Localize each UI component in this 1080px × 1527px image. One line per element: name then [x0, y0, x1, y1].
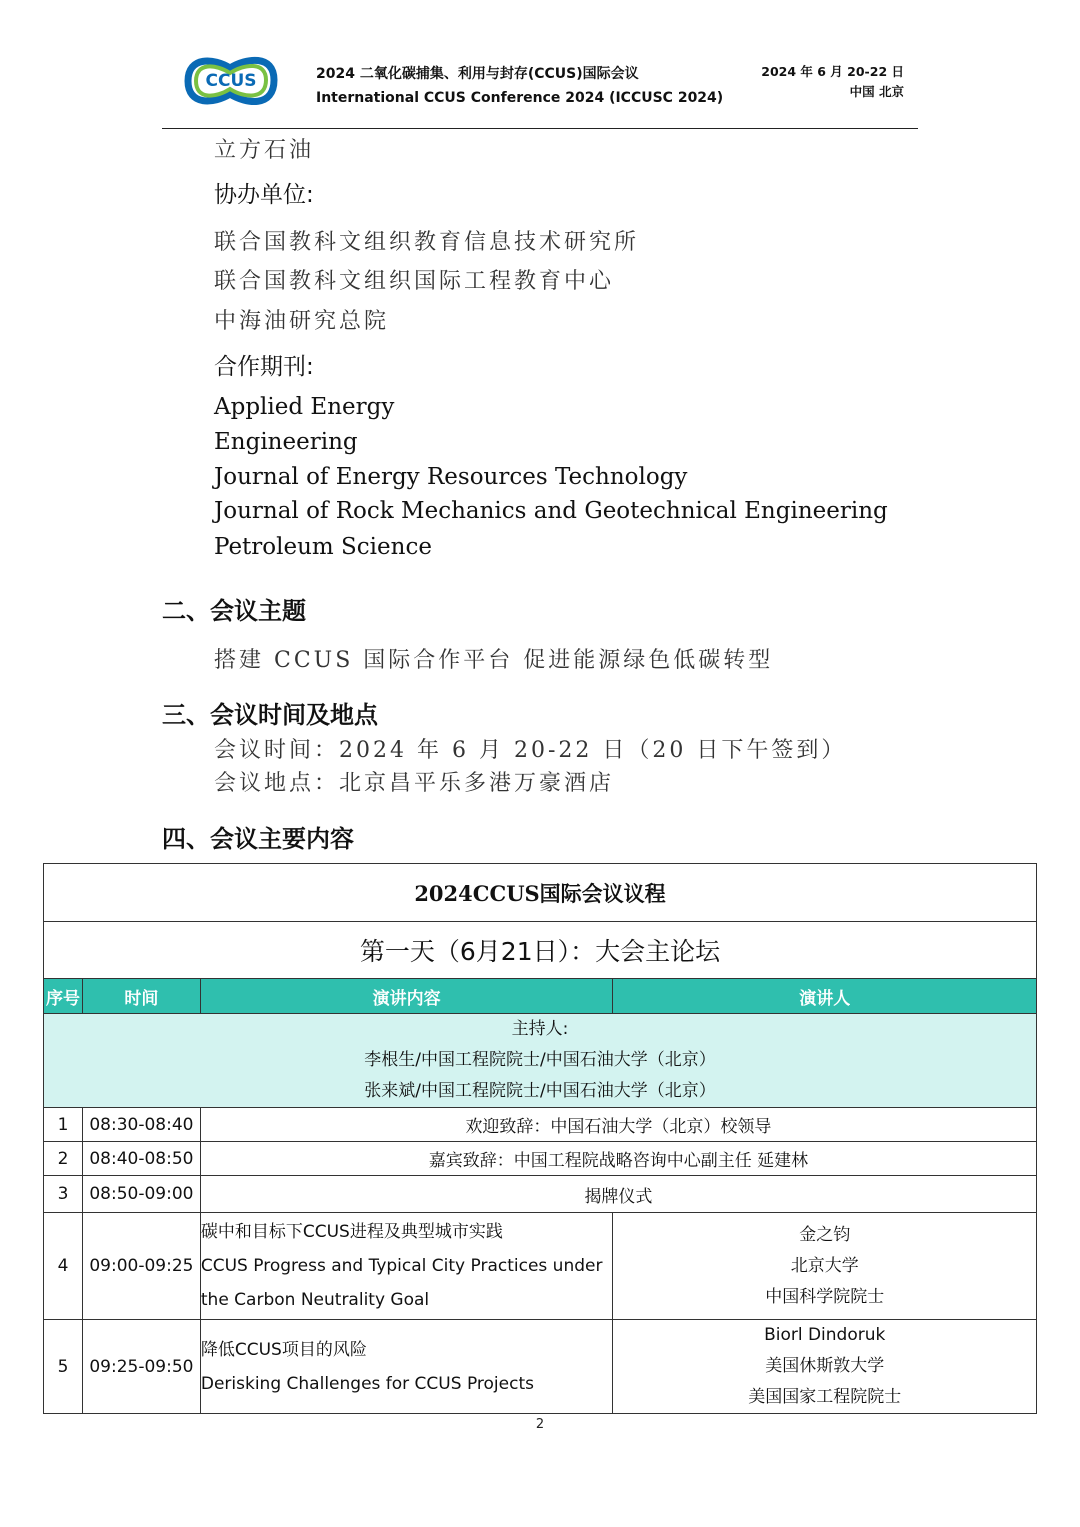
agenda-day-row: [44, 922, 1037, 979]
row-talk: [200, 1213, 613, 1320]
journal-item: Journal of Energy Resources Technology: [214, 464, 688, 490]
journal-item: Petroleum Science: [214, 534, 432, 560]
col-header-time: 时间: [82, 979, 200, 1014]
row-no: 4: [44, 1213, 83, 1320]
conference-title-cn: 2024 二氧化碳捕集、利用与封存(CCUS)国际会议: [316, 66, 639, 82]
agenda-header-row: [44, 979, 1037, 1014]
row-time: 08:30-08:40: [82, 1108, 200, 1142]
row-no: 5: [44, 1320, 83, 1414]
logo-text: CCUS: [205, 71, 257, 91]
agenda-day: 第一天（6月21日）：大会主论坛: [44, 922, 1037, 979]
journal-item: Journal of Rock Mechanics and Geotechnical Engineering: [214, 498, 888, 524]
co-organizer-item: 联合国教科文组织教育信息技术研究所: [214, 230, 640, 255]
table-row: [44, 1320, 1037, 1414]
table-row: [44, 1142, 1037, 1176]
page-header: [162, 40, 918, 129]
journals-heading: 合作期刊:: [214, 354, 314, 380]
talk-title-en: Derisking Challenges for CCUS Projects: [200, 1373, 534, 1394]
row-no: 3: [44, 1176, 83, 1213]
journal-item: Engineering: [214, 429, 358, 455]
row-time: 09:25-09:50: [82, 1320, 200, 1414]
row-no: 2: [44, 1142, 83, 1176]
conference-place: 中国 北京: [849, 84, 904, 99]
speaker-affiliation: 美国休斯敦大学: [765, 1356, 885, 1376]
section-content-heading: 四、会议主要内容: [162, 825, 354, 853]
row-speaker: [613, 1320, 1037, 1414]
journal-item: Applied Energy: [214, 394, 395, 420]
table-row: [44, 1213, 1037, 1320]
host-cell: [44, 1014, 1037, 1108]
row-speaker: [613, 1213, 1037, 1320]
speaker-name: Biorl Dindoruk: [764, 1325, 886, 1345]
conference-title-en: International CCUS Conference 2024 (ICCUSC 2024): [316, 90, 724, 106]
ccus-logo: [174, 46, 286, 116]
host-name: 张来斌/中国工程院院士/中国石油大学（北京）: [364, 1081, 716, 1101]
speaker-name: 金之钧: [799, 1224, 851, 1245]
section-theme-heading: 二、会议主题: [162, 597, 306, 625]
table-row: [44, 1176, 1037, 1213]
conference-date-place: [761, 62, 904, 102]
speaker-affiliation: 北京大学: [790, 1255, 859, 1276]
section-theme-text: 搭建 CCUS 国际合作平台 促进能源绿色低碳转型: [214, 648, 774, 673]
conference-title: [316, 62, 723, 110]
talk-title-cn: 降低CCUS项目的风险: [200, 1339, 367, 1360]
talk-title-cn: 碳中和目标下CCUS进程及典型城市实践: [200, 1222, 503, 1242]
host-row: [44, 1014, 1037, 1108]
organizer-tail: 立方石油: [214, 138, 315, 163]
row-time: 08:50-09:00: [82, 1176, 200, 1213]
row-content: 欢迎致辞：中国石油大学（北京）校领导: [200, 1108, 1036, 1142]
co-organizers-heading: 协办单位:: [214, 182, 314, 208]
page-number: 2: [535, 1417, 545, 1432]
col-header-no: 序号: [44, 979, 83, 1014]
col-header-content: 演讲内容: [200, 979, 613, 1014]
row-no: 1: [44, 1108, 83, 1142]
agenda-title: 2024CCUS国际会议议程: [44, 864, 1037, 922]
section-time-place-heading: 三、会议时间及地点: [162, 701, 378, 729]
host-label: 主持人:: [511, 1019, 569, 1039]
co-organizer-item: 中海油研究总院: [214, 309, 390, 334]
co-organizer-item: 联合国教科文组织国际工程教育中心: [214, 269, 615, 294]
row-content: 嘉宾致辞：中国工程院战略咨询中心副主任 延建林: [200, 1142, 1036, 1176]
col-header-speaker: 演讲人: [613, 979, 1037, 1014]
conference-date: 2024 年 6 月 20-22 日: [761, 64, 904, 79]
conference-venue: 会议地点：北京昌平乐多港万豪酒店: [214, 771, 615, 796]
row-time: 08:40-08:50: [82, 1142, 200, 1176]
speaker-title: 中国科学院院士: [765, 1286, 885, 1307]
row-content: 揭牌仪式: [200, 1176, 1036, 1213]
agenda-table: [43, 863, 1037, 1414]
agenda-title-row: [44, 864, 1037, 922]
conference-time: 会议时间：2024 年 6 月 20-22 日（20 日下午签到）: [214, 738, 847, 763]
row-talk: [200, 1320, 613, 1414]
talk-title-en: the Carbon Neutrality Goal: [200, 1290, 430, 1310]
speaker-title: 美国国家工程院院士: [748, 1387, 902, 1407]
host-name: 李根生/中国工程院院士/中国石油大学（北京）: [364, 1050, 716, 1070]
row-time: 09:00-09:25: [82, 1213, 200, 1320]
talk-title-en: CCUS Progress and Typical City Practices under: [200, 1256, 603, 1276]
table-row: [44, 1108, 1037, 1142]
